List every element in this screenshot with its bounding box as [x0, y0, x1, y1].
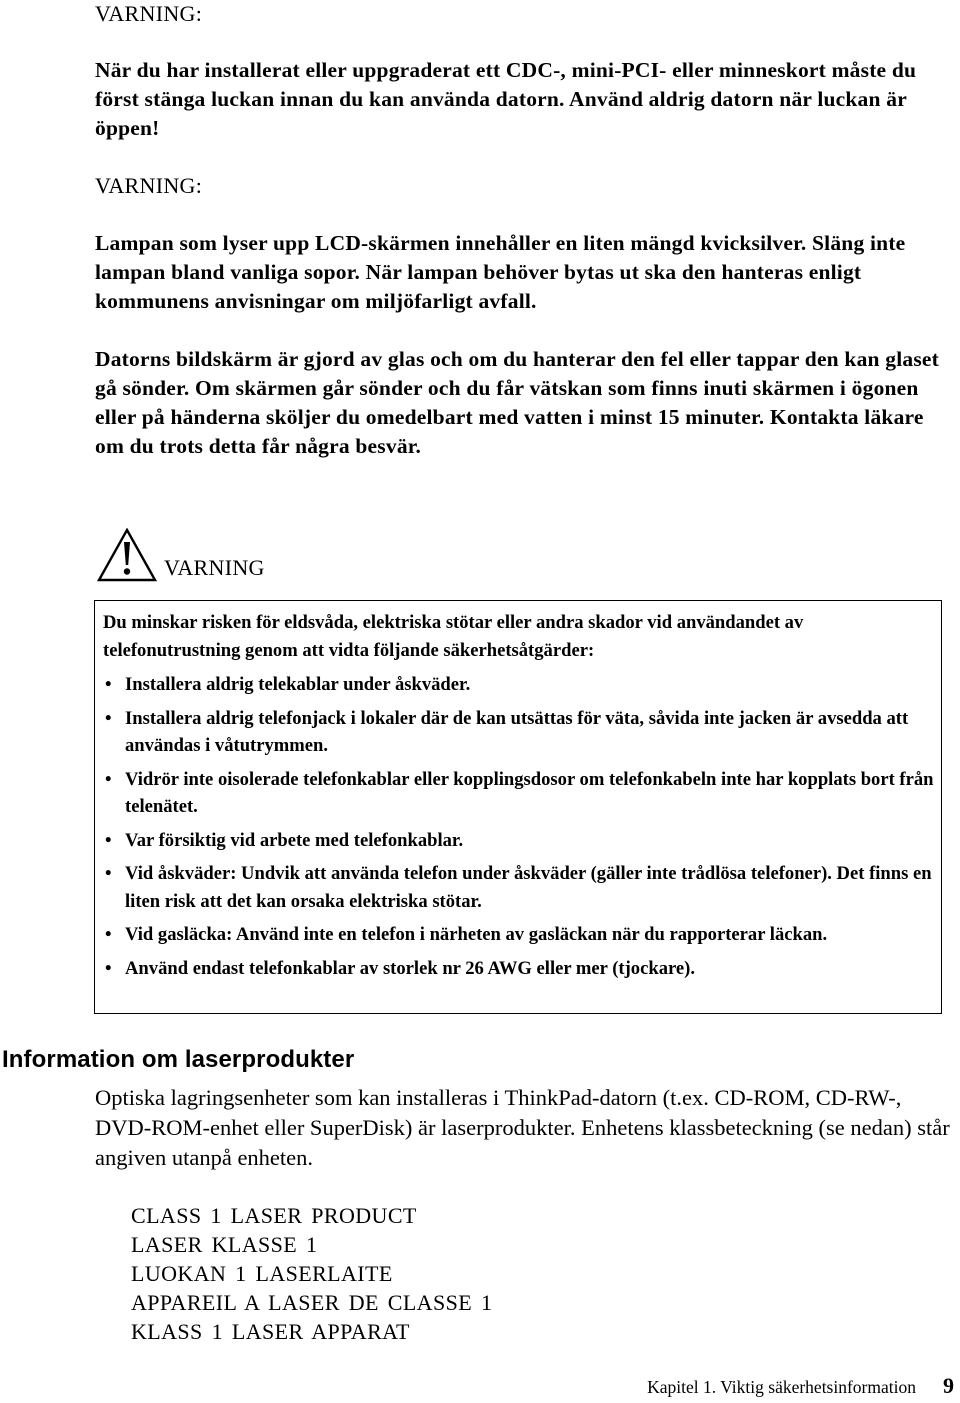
section-heading: Information om laserprodukter — [2, 1046, 355, 1073]
laser-class-item: LASER KLASSE 1 — [131, 1232, 318, 1257]
warning-label: VARNING — [164, 555, 265, 580]
warning-header — [96, 528, 265, 582]
warning-label: VARNING: — [95, 1, 203, 26]
warning-triangle-icon — [96, 528, 158, 582]
chapter-title: Kapitel 1. Viktig säkerhetsinformation — [647, 1377, 916, 1397]
list-item: • Vidrör inte oisolerade telefonkablar eller kopplingsdosor om telefonkabeln inte har kopplats bort från telenätet. — [105, 768, 934, 817]
list-item: • Installera aldrig telefonjack i lokaler där de kan utsättas för väta, såvida inte jacken är avsedda att användas i våtutrymmen. — [105, 707, 909, 756]
warning-text: När du har installerat eller uppgraderat ett CDC-, mini-PCI- eller minneskort måste du först stänga luckan innan du kan använda datorn. Använd aldrig datorn när luckan är öppen! — [95, 58, 917, 140]
page-number: 9 — [943, 1373, 954, 1398]
screen-warning-text: Datorns bildskärm är gjord av glas och om du hanterar den fel eller tappar den kan glaset gå sönder. Om skärmen går sönder och du får vätskan som finns inuti skärmen i ögonen eller på händerna sköljer du omedelbart med vatten i minst 15 minuter. Kontakta läkare om du trots detta får några besvär. — [95, 347, 939, 458]
laser-class-item: LUOKAN 1 LASERLAITE — [131, 1261, 393, 1286]
laser-class-item: CLASS 1 LASER PRODUCT — [131, 1203, 417, 1228]
laser-class-item: APPAREIL A LASER DE CLASSE 1 — [131, 1290, 493, 1315]
telephone-safety-box — [94, 600, 942, 1014]
list-item: • Installera aldrig telekablar under åskväder. — [105, 674, 471, 695]
laser-class-list — [131, 1201, 492, 1346]
list-item: • Vid gasläcka: Använd inte en telefon i närheten av gasläckan när du rapporterar läckan. — [105, 924, 828, 945]
telephone-safety-intro: Du minskar risken för eldsvåda, elektriska stötar eller andra skador vid användandet av telefonutrustning genom att vidta följande säkerhetsåtgärder: — [103, 612, 804, 661]
warning-label: VARNING: — [95, 173, 203, 198]
telephone-safety-list — [103, 671, 935, 982]
page-footer — [647, 1373, 954, 1399]
warning-text: Lampan som lyser upp LCD-skärmen innehåller en liten mängd kvicksilver. Släng inte lampan bland vanliga sopor. När lampan behöver bytas ut ska den hanteras enligt kommunens anvisningar om miljöfarligt avfall. — [95, 231, 906, 313]
laser-intro-text: Optiska lagringsenheter som kan installeras i ThinkPad-datorn (t.ex. CD-ROM, CD-RW-, DVD-ROM-enhet eller SuperDisk) är laserprodukter. Enhetens klassbeteckning (se nedan) står angiven utanpå enheten. — [95, 1085, 950, 1170]
list-item: • Vid åskväder: Undvik att använda telefon under åskväder (gäller inte trådlösa telefoner). Det finns en liten risk att det kan orsaka elektriska stötar. — [105, 863, 932, 912]
list-item: • Använd endast telefonkablar av storlek nr 26 AWG eller mer (tjockare). — [105, 957, 696, 979]
list-item: • Var försiktig vid arbete med telefonkablar. — [105, 829, 464, 851]
laser-class-item: KLASS 1 LASER APPARAT — [131, 1319, 410, 1344]
